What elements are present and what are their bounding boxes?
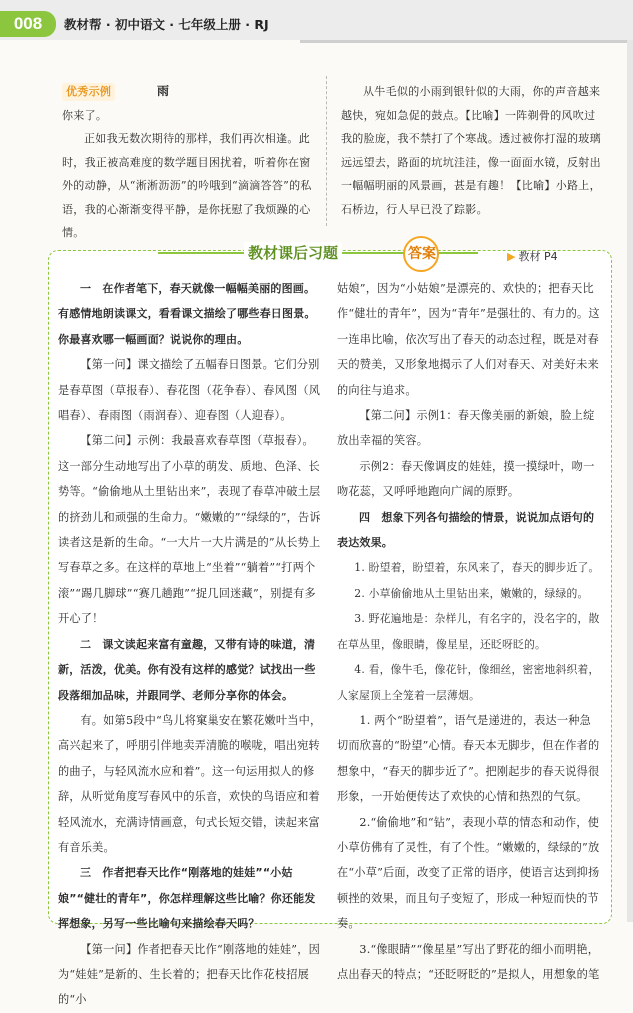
example-sentence: 3. 野花遍地是：杂样儿，有名字的，没名字的，散在草丛里，像眼睛，像星星，还眨呀眨的。	[337, 612, 600, 651]
book-title: 教材帮 · 初中语文 · 七年级上册 · RJ	[64, 17, 269, 32]
answer-paragraph: 【第一问】课文描绘了五幅春日图景。它们分别是春草图（草报春）、春花图（花争春）、春风图（风唱春）、春雨图（雨润春）、迎春图（人迎春）。	[58, 358, 321, 423]
example-sentence: 2. 小草偷偷地从土里钻出来，嫩嫩的，绿绿的。	[354, 586, 589, 600]
answer-paragraph: 2.“偷偷地”和“钻”，表现小草的情态和动作，使小草仿佛有了灵性，有了个性。“嫩嫩的，绿绿的”放在“小草”后面，改变了正常的语序，使语言达到抑扬顿挫的效果，而且句子变短了，形成一种短而快的节奏。	[337, 815, 600, 931]
page-edge	[627, 40, 633, 922]
example-sentence: 1. 盼望着，盼望着，东风来了，春天的脚步近了。	[354, 561, 600, 575]
answer-paragraph-continued: 姑娘”，因为“小姑娘”是漂亮的、欢快的；把春天比作“健壮的青年”，因为“青年”是强壮的、有力的。这一连串比喻，依次写出了春天的动态过程，既是对春天的赞美，又形象地揭示了人们对春天、对美好未来的向往与追求。	[337, 282, 600, 397]
question-1: 一 在作者笔下，春天就像一幅幅美丽的图画。有感情地朗读课文，看看课文描绘了哪些春日图景。你最喜欢哪一幅画面？说说你的理由。	[58, 282, 316, 346]
answer-paragraph: 【第一问】作者把春天比作“刚落地的娃娃”，因为“娃娃”是新的、生长着的；把春天比作花枝招展的“小	[58, 942, 320, 1007]
answer-paragraph: 示例2：春天像调皮的娃娃，摸一摸绿叶，吻一吻花蕊，又呼呼地跑向广阔的原野。	[337, 459, 595, 499]
answer-title: 教材课后习题	[244, 242, 342, 263]
excerpt-paragraph: 正如我无数次期待的那样，我们再次相逢。此时，我正被高难度的数学题目困扰着，听着你在窗外的动静，从“淅淅沥沥”的吟哦到“滴滴答答”的私语，我的心渐渐变得平静，是你抚慰了我烦躁的心情。	[62, 132, 312, 239]
header-divider	[300, 40, 633, 43]
textbook-page-ref	[507, 248, 558, 264]
answers-left-column	[58, 276, 323, 1013]
answer-paragraph: 1. 两个“盼望着”，语气是递进的，表达一种急切而欣喜的“盼望”心情。春天本无脚步，但在作者的想象中，“春天的脚步近了”。把刚起步的春天说得很形象，一开始便传达了欢快的心情和热烈的气氛。	[337, 713, 600, 804]
excerpt-right-column: 从牛毛似的小雨到银针似的大雨，你的声音越来越快，宛如急促的鼓点。【比喻】一阵剃骨的风吹过我的脸庞，我不禁打了个寒战。透过被你打湿的玻璃远远望去，路面的坑坑洼洼，像一面面水镜，反射出一幅幅明丽的风景画，甚是有趣！【比喻】小路上，石桥边，行人早已没了踪影。	[341, 85, 601, 216]
answer-paragraph: 有。如第5段中“鸟儿将窠巢安在繁花嫩叶当中，高兴起来了，呼朋引伴地卖弄清脆的喉咙，唱出宛转的曲子，与轻风流水应和着”。这一句运用拟人的修辞，从听觉角度写春风中的乐音，欢快的鸟语应和着轻风流水，充满诗情画意，句式长短交错，读起来富有音乐美。	[58, 713, 322, 854]
excellent-example-badge: 优秀示例	[62, 83, 115, 101]
answer-label: 答案	[408, 246, 436, 262]
answer-title-bar	[158, 236, 478, 270]
answer-paragraph: 【第二问】示例1：春天像美丽的新娘，脸上绽放出幸福的笑容。	[337, 409, 595, 448]
page-number: 008	[0, 11, 56, 37]
excerpt-left-column	[62, 80, 318, 245]
triangle-icon: ▶	[507, 250, 516, 263]
answer-paragraph: 【第二问】示例：我最喜欢春草图（草报春）。这一部分生动地写出了小草的萌发、质地、色泽、长势等。“偷偷地从土里钻出来”，表现了春草冲破土层的挤劲儿和顽强的生命力。“嫩嫩的”“绿绿的”，告诉读者这是新的生命。“一大片一大片满是的”从长势上写春草之多。在这样的草地上“坐着”“躺着”“打两个滚”“踢几脚球”“赛几趟跑”“捉几回迷藏”，别提有多开心了！	[58, 434, 321, 626]
ref-label: 教材 P4	[518, 250, 558, 263]
question-4: 四 想象下列各句描绘的情景，说说加点语句的表达效果。	[337, 510, 595, 550]
question-3: 三 作者把春天比作“刚落地的娃娃”“小姑娘”“健壮的青年”，你怎样理解这些比喻？你还能发挥想象，另写一些比喻句来描绘春天吗？	[58, 866, 316, 931]
excerpt-topic: 雨	[157, 84, 170, 98]
excerpt-line: 你来了。	[62, 108, 108, 122]
question-2: 二 课文读起来富有童趣，又带有诗的味道，清新，活泼，优美。你有没有这样的感觉？试找出一些段落细加品味，并跟同学、老师分享你的体会。	[58, 637, 316, 702]
answer-paragraph: 3.“像眼睛”“像星星”写出了野花的细小而明艳，点出春天的特点；“还眨呀眨的”是拟人，用想象的笔	[337, 942, 600, 981]
answers-right-column	[337, 276, 602, 987]
page-header	[0, 0, 633, 40]
column-divider	[326, 76, 328, 226]
example-sentence: 4. 看，像牛毛，像花针，像细丝，密密地斜织着，人家屋顶上全笼着一层薄烟。	[337, 663, 600, 702]
